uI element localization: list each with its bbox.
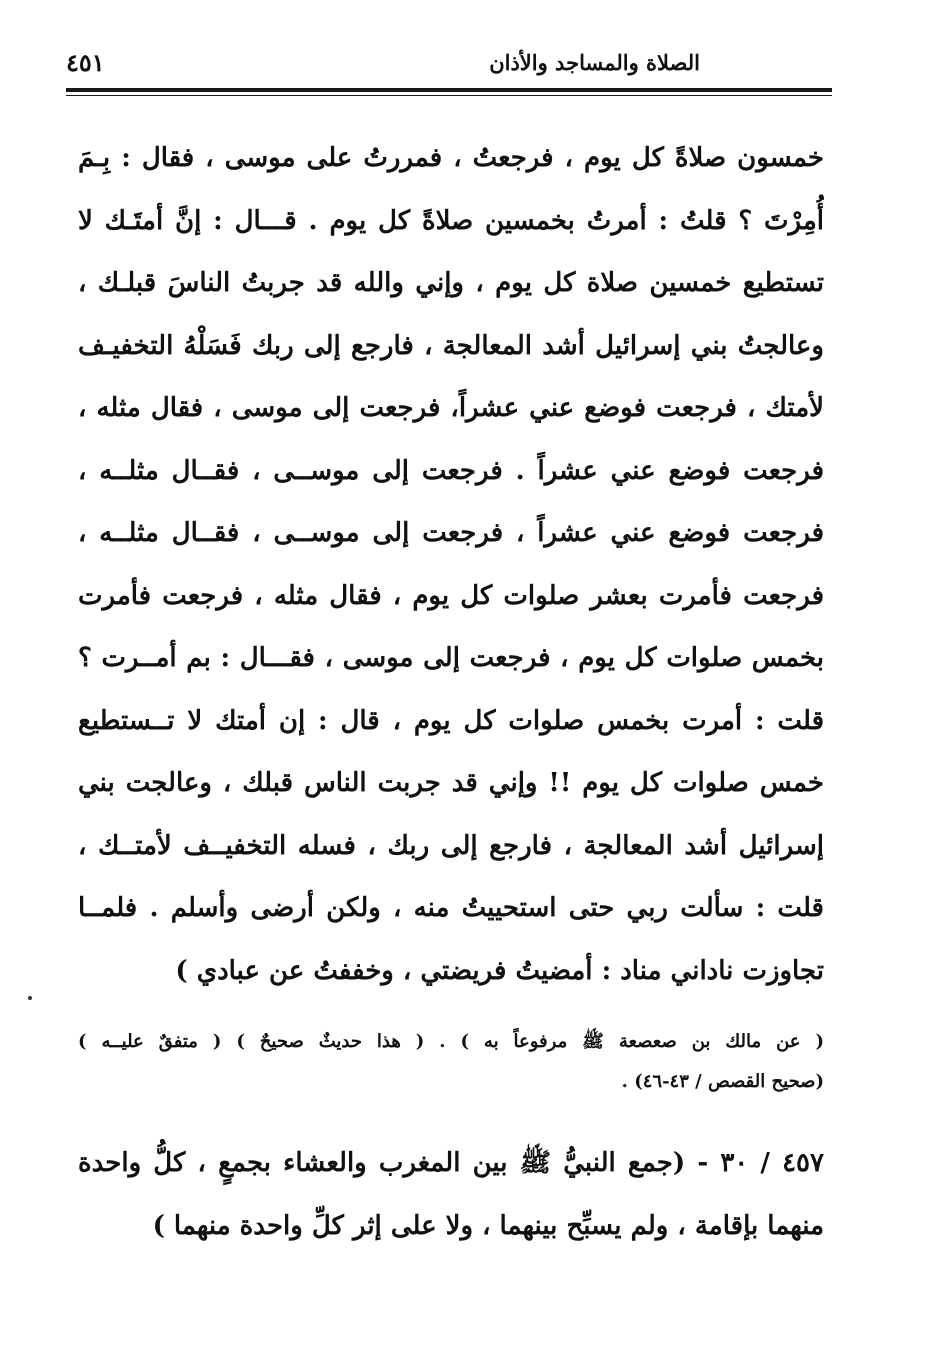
text-line: ٤٥٧ / ٣٠ - (جمع النبيُّ ﷺ بين المغرب والعشاء بجمعٍ ، كلُّ واحدة	[78, 1148, 824, 1178]
text-line: لأمتك ، فرجعت فوضع عني عشراً، فرجعت إلى موسى ، فقال مثله ،	[78, 393, 824, 423]
text-line: خمس صلوات كل يوم !! وإني قد جربت الناس قبلك ، وعالجت بني	[78, 768, 824, 798]
page-header	[66, 38, 832, 90]
text-line: أُمِرْتَ ؟ قلتُ : أمرتُ بخمسين صلاةً كل يوم . قـــال : إنَّ أمتَـك لا	[78, 205, 824, 236]
header-rule-thin	[66, 95, 832, 96]
hadith-reference	[78, 1022, 824, 1102]
running-title: الصلاة والمساجد والأذان	[489, 50, 700, 75]
text-line: منهما بإقامة ، ولم يسبِّح بينهما ، ولا على إثر كلِّ واحدة منهما )	[152, 1210, 824, 1241]
header-rule-thick	[66, 88, 832, 92]
text-line: فرجعت فأمرت بعشر صلوات كل يوم ، فقال مثله ، فرجعت فأمرت	[78, 580, 824, 611]
text-line: خمسون صلاةً كل يوم ، فرجعتُ ، فمررتُ على موسى ، فقال : بِـمَ	[78, 143, 824, 173]
text-line: قلت : سألت ربي حتى استحييتُ منه ، ولكن أرضى وأسلم . فلمــا	[78, 893, 824, 923]
text-line: بخمس صلوات كل يوم ، فرجعت إلى موسى ، فقـــال : بم أمــرت ؟	[78, 643, 824, 673]
text-line: إسرائيل أشد المعالجة ، فارجع إلى ربك ، فسله التخفيــف لأمتــك ،	[78, 830, 824, 861]
text-line: قلت : أمرت بخمس صلوات كل يوم ، قال : إن أمتك لا تــستطيع	[78, 705, 824, 736]
next-hadith-block	[78, 1132, 824, 1257]
hadith-text-block	[78, 127, 824, 1002]
text-line: تجاوزت ناداني مناد : أمضيتُ فريضتي ، وخففتُ عن عبادي )	[175, 955, 824, 986]
text-line: وعالجتُ بني إسرائيل أشد المعالجة ، فارجع إلى ربك فَسَلْهُ التخفيـف	[78, 330, 824, 361]
reference-line: (صحيح القصص / ٤٣-٤٦) .	[621, 1071, 824, 1092]
scan-speck	[28, 996, 32, 1000]
text-line: تستطيع خمسين صلاة كل يوم ، وإني والله قد جربتُ الناسَ قبلـك ،	[78, 268, 824, 298]
text-line: فرجعت فوضع عني عشراً ، فرجعت إلى موســى ، فقــال مثلــه ،	[78, 518, 824, 548]
text-line: فرجعت فوضع عني عشراً . فرجعت إلى موســى ، فقــال مثلــه ،	[78, 455, 824, 486]
reference-line: ( عن مالك بن صعصعة ﷺ مرفوعاً به ) . ( هذا حديثٌ صحيحٌ ) ( متفقٌ عليــه )	[78, 1031, 824, 1052]
page-number: ٤٥١	[66, 48, 105, 77]
